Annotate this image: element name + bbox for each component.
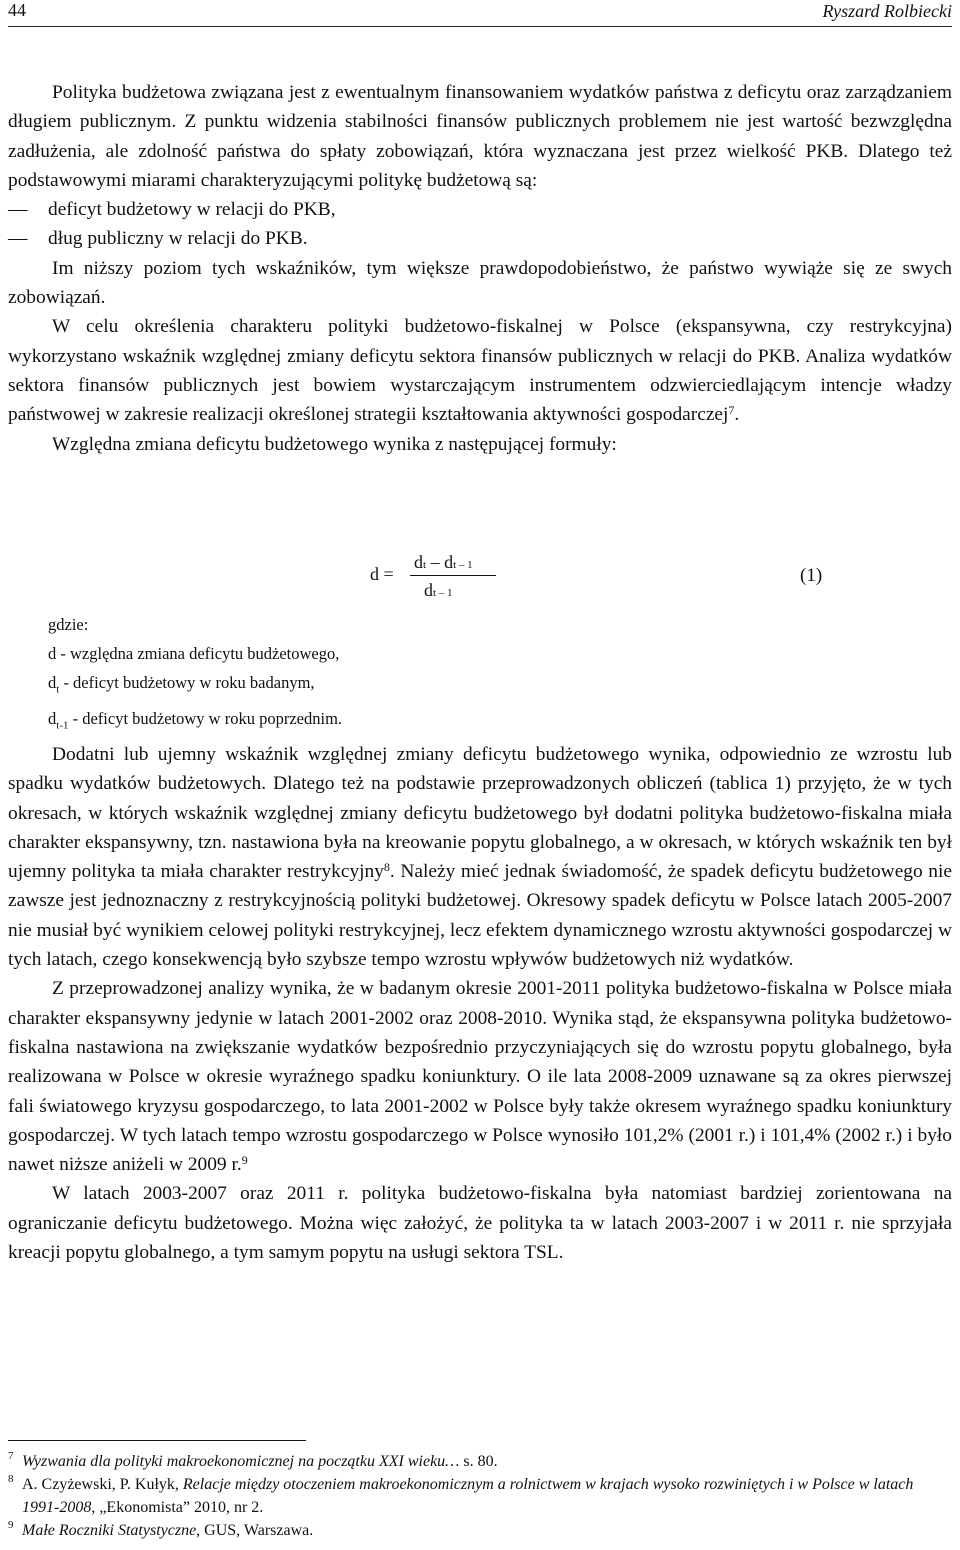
paragraph (8, 312, 952, 429)
running-header (8, 0, 952, 27)
page-number: 44 (8, 0, 26, 20)
list-item: — deficyt budżetowy w relacji do PKB, (8, 195, 952, 224)
footnote-ref: 7 (728, 403, 735, 418)
legend-row: $d_t$ - deficyt budżetowy w roku badanym, (48, 673, 315, 696)
formula-lhs: d = (370, 564, 394, 584)
section-2 (8, 740, 952, 1267)
footnote-divider (8, 1440, 306, 1441)
footnote: 8 A. Czyżewski, P. Kułyk, Relacje między otoczeniem makroekonomicznym a rolnictwem w krajach wysoko rozwiniętych i w Polsce w latach 1991-2008, „Ekonomista” 2010, nr 2. (8, 1473, 952, 1519)
equation-number: (1) (800, 565, 823, 586)
formula-legend (48, 610, 608, 741)
paragraph-text: W celu określenia charakteru polityki budżetowo-fiskalnej w Polsce (ekspansywna, czy restrykcyjna) wykorzystano wskaźnik względnej zmiany deficytu sektora finansów publicznych w relacji do PKB. Analiza wydatków sektora finansów publicznych jest bowiem wystarczającym instrumentem odzwierciedlającym intencje władzy państwowej w zakresie realizacji określonej strategii kształtowania aktywności gospodarczej (8, 316, 952, 426)
footnote: 7 Wyzwania dla polityki makroekonomicznej na początku XXI wieku… s. 80. (8, 1450, 952, 1473)
paragraph: Im niższy poziom tych wskaźników, tym większe prawdopodobieństwo, że państwo wywiąże się ze swych zobowiązań. (8, 257, 952, 309)
formula-block (48, 548, 848, 732)
footnote-mark: 9 (8, 1519, 14, 1531)
footnote-mark: 7 (8, 1450, 14, 1462)
footnote-ref: 8 (383, 860, 390, 875)
formula-numerator: dt – dt – 1 (414, 552, 473, 572)
footnote: 9 Małe Roczniki Statystyczne, GUS, Warszawa. (8, 1519, 952, 1542)
paragraph: Polityka budżetowa związana jest z ewentualnym finansowaniem wydatków państwa z deficytu oraz zarządzaniem długiem publicznym. Z punktu widzenia stabilności finansów publicznych problemem nie jest wartość bezwzględna zadłużenia, ale zdolność państwa do spłaty zobowiązań, która wyznaczana jest przez wielkość PKB. Dlatego też podstawowymi miarami charakteryzującymi politykę budżetową są: (8, 82, 952, 191)
fraction-bar (410, 575, 496, 576)
legend-row: $d_{t-1}$ - deficyt budżetowy w roku poprzednim. (48, 709, 343, 732)
formula (370, 548, 510, 618)
formula-denominator: dt – 1 (424, 580, 453, 600)
paragraph: Względna zmiana deficytu budżetowego wynika z następującej formuły: (52, 433, 617, 455)
footnote-ref: 9 (241, 1153, 248, 1168)
footnote-mark: 8 (8, 1473, 14, 1485)
section-1 (8, 78, 952, 459)
legend-heading: gdzie: (48, 615, 89, 634)
running-author: Ryszard Rolbiecki (822, 1, 952, 21)
legend-row: d - względna zmiana deficytu budżetowego, (48, 644, 340, 663)
paragraph: W latach 2003-2007 oraz 2011 r. polityka budżetowo-fiskalna była natomiast bardziej zorientowana na ograniczanie deficytu budżetowego. Można więc założyć, że polityka ta w latach 2003-2007 i w 2011 r. nie sprzyjała kreacji popytu globalnego, a tym samym popytu na usługi sektora TSL. (8, 1183, 952, 1264)
bullet-list (8, 195, 952, 254)
footnotes (8, 1450, 952, 1542)
paragraph: Dodatni lub ujemny wskaźnik względnej zmiany deficytu budżetowego wynika, odpowiednio ze wzrostu lub spadku wydatków budżetowych. Dlatego też na podstawie przeprowadzonych obliczeń (tablica 1) przyjęto, że w tych okresach, w których wskaźnik względnej zmiany deficytu budżetowego był dodatni polityka budżetowo-fiskalna miała charakter ekspansywny, tzn. nastawiona była na kreowanie popytu globalnego, a w okresach, w których wskaźnik ten był ujemny polityka ta miała charakter restrykcyjny$^8$. Należy mieć jednak świadomość, że spadek deficytu budżetowego nie zawsze jest jednoznaczny z restrykcyjnością polityki budżetowej. Okresowy spadek deficytu w Polsce latach 2005-2007 nie musiał być wynikiem celowej polityki restrykcyjnej, lecz efektem dynamicznego wzrostu aktywności gospodarczej w tych latach, czego konsekwencją było szybsze tempo wzrostu wpływów budżetowych niż wydatków. (8, 744, 952, 971)
paragraph-end: . (734, 404, 740, 426)
list-item: — dług publiczny w relacji do PKB. (8, 224, 952, 253)
paragraph: Z przeprowadzonej analizy wynika, że w badanym okresie 2001-2011 polityka budżetowo-fiskalna w Polsce miała charakter ekspansywny jedynie w latach 2001-2002 oraz 2008-2010. Wynika stąd, że ekspansywna polityka budżetowo-fiskalna nastawiona na zwiększanie wydatków bezpośrednio przyczyniających się do wzrostu popytu globalnego, była realizowana w Polsce w okresie wyraźnego spadku koniunktury. O ile lata 2008-2009 uznawane są za okres pierwszej fali światowego kryzysu gospodarczego, to lata 2001-2002 w Polsce były także okresem wyraźnego spadku koniunktury gospodarczej. W tych latach tempo wzrostu gospodarczego w Polsce wynosiło 101,2% (2001 r.) i 101,4% (2002 r.) i było nawet niższe aniżeli w 2009 r.$^9$ (8, 978, 952, 1176)
